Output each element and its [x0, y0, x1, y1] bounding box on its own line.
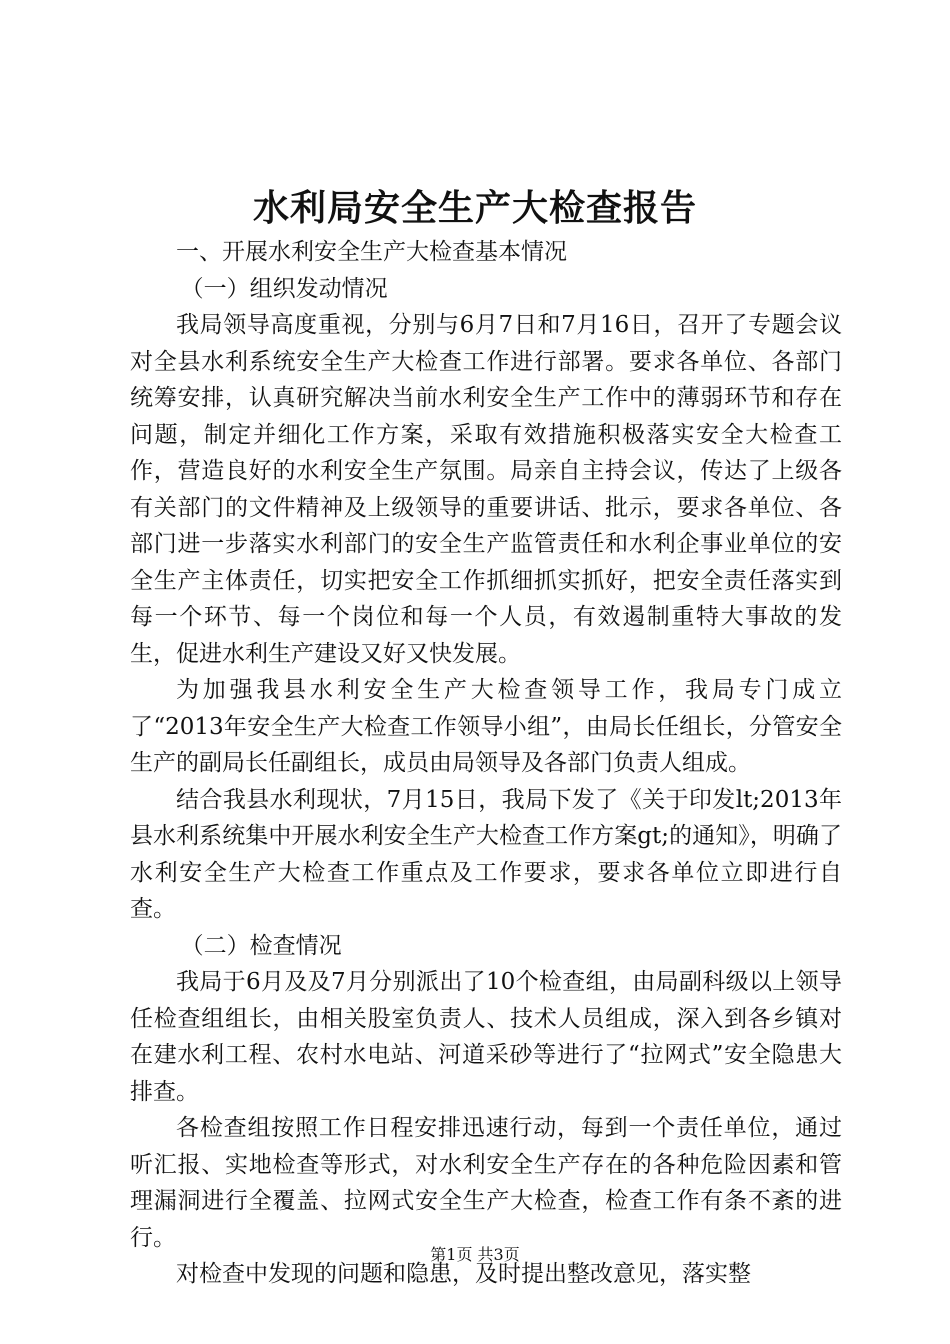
body-paragraph: 为加强我县水利安全生产大检查领导工作，我局专门成立了“2013年安全生产大检查工作领导小组”，由局长任组长，分管安全生产的副局长任副组长，成员由局领导及各部门负责人组成。 — [130, 677, 842, 776]
document-body — [130, 234, 842, 1293]
section-heading: 一、开展水利安全生产大检查基本情况 — [176, 239, 567, 265]
document-title: 水利局安全生产大检查报告 — [252, 187, 697, 229]
body-paragraph: 各检查组按照工作日程安排迅速行动，每到一个责任单位，通过听汇报、实地检查等形式，对水利安全生产存在的各种危险因素和管理漏洞进行全覆盖、拉网式安全生产大检查，检查工作有条不紊的进行。 — [130, 1115, 842, 1251]
page-number-footer: 第1页 共3页 — [430, 1245, 520, 1264]
subsection-heading: （一）组织发动情况 — [180, 275, 388, 302]
body-paragraph: 对检查中发现的问题和隐患，及时提出整改意见，落实整 — [176, 1261, 751, 1287]
body-paragraph: 结合我县水利现状，7月15日，我局下发了《关于印发lt;2013年县水利系统集中开展水利安全生产大检查工作方案gt;的通知》，明确了水利安全生产大检查工作重点及工作要求，要求各单位立即进行自查。 — [130, 786, 842, 922]
body-paragraph: 我局于6月及及7月分别派出了10个检查组，由局副科级以上领导任检查组组长，由相关股室负责人、技术人员组成，深入到各乡镇对在建水利工程、农村水电站、河道采砂等进行了“拉网式”安全隐患大排查。 — [130, 969, 842, 1105]
body-paragraph: 我局领导高度重视，分别与6月7日和7月16日，召开了专题会议对全县水利系统安全生产大检查工作进行部署。要求各单位、各部门统筹安排，认真研究解决当前水利安全生产工作中的薄弱环节和存在问题，制定并细化工作方案，采取有效措施积极落实安全大检查工作，营造良好的水利安全生产氛围。局亲自主持会议，传达了上级各有关部门的文件精神及上级领导的重要讲话、批示，要求各单位、各部门进一步落实水利部门的安全生产监管责任和水利企事业单位的安全生产主体责任，切实把安全工作抓细抓实抓好，把安全责任落实到每一个环节、每一个岗位和每一个人员，有效遏制重特大事故的发生，促进水利生产建设又好又快发展。 — [130, 312, 842, 667]
subsection-heading: （二）检查情况 — [180, 932, 342, 959]
